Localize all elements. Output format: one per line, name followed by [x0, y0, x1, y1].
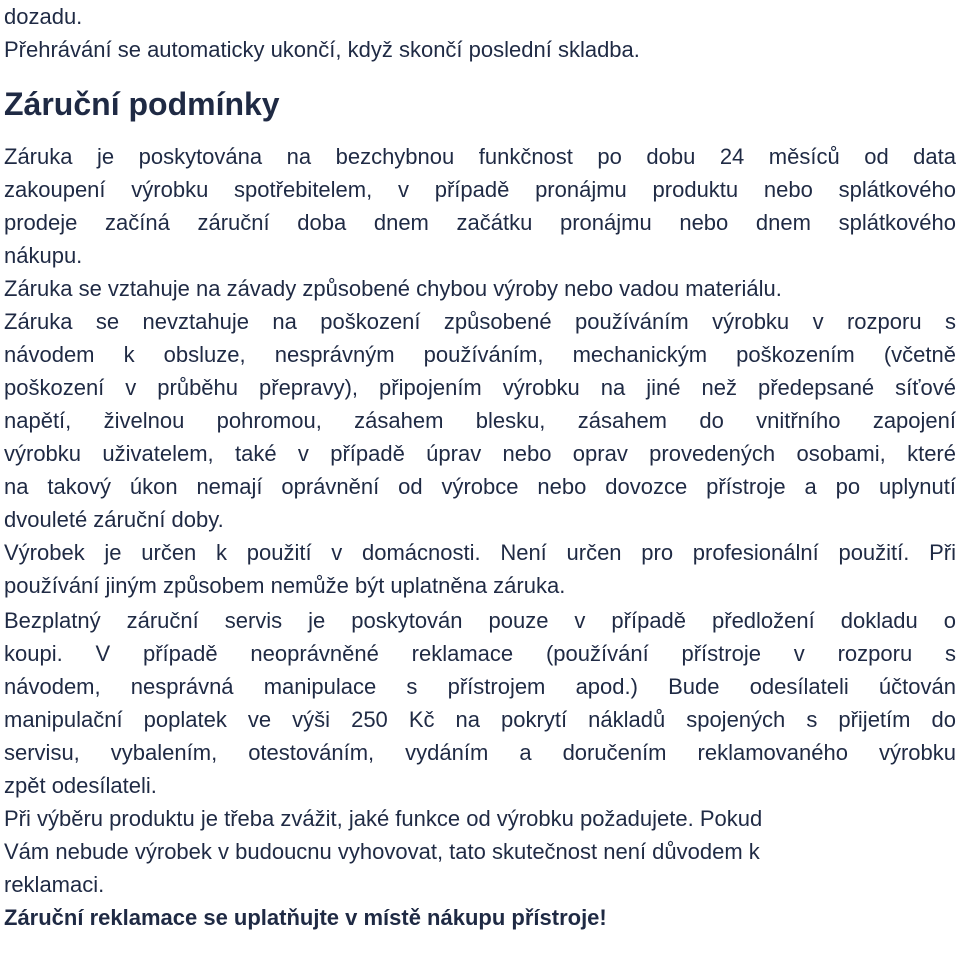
text-line: Záruka se nevztahuje na poškození způsobené používáním výrobku v rozporu s	[4, 309, 956, 334]
paragraph-warranty-period	[4, 140, 956, 272]
paragraph-product-selection	[4, 802, 956, 901]
intro-line-1: dozadu.	[4, 4, 83, 29]
text-line: poškození v průběhu přepravy), připojením výrobku na jiné než předepsané síťové	[4, 375, 956, 400]
text-line: zakoupení výrobku spotřebitelem, v případě pronájmu produktu nebo splátkového	[4, 177, 956, 202]
text-line: Vám nebude výrobek v budoucnu vyhovovat, tato skutečnost není důvodem k	[4, 839, 760, 864]
text-line: Záruka je poskytována na bezchybnou funkčnost po dobu 24 měsíců od data	[4, 144, 956, 169]
text-line: na takový úkon nemají oprávnění od výrobce nebo dovozce přístroje a po uplynutí	[4, 474, 956, 499]
text-line: nákupu.	[4, 243, 83, 268]
paragraph-warranty-exclusions	[4, 305, 956, 536]
section-heading: Záruční podmínky	[4, 86, 280, 122]
text-line: návodem k obsluze, nesprávným používáním, mechanickým poškozením (včetně	[4, 342, 956, 367]
text-line: dvouleté záruční doby.	[4, 507, 224, 532]
paragraph-warranty-scope	[4, 272, 956, 305]
text-line: manipulační poplatek ve výši 250 Kč na pokrytí nákladů spojených s přijetím do	[4, 707, 956, 732]
text-line: Záruka se vztahuje na závady způsobené chybou výroby nebo vadou materiálu.	[4, 276, 782, 301]
text-line: Při výběru produktu je třeba zvážit, jaké funkce od výrobku požadujete. Pokud	[4, 806, 763, 831]
text-line: Bezplatný záruční servis je poskytován pouze v případě předložení dokladu o	[4, 608, 956, 633]
intro-line-2: Přehrávání se automaticky ukončí, když skončí poslední skladba.	[4, 37, 640, 62]
text-line: používání jiným způsobem nemůže být uplatněna záruka.	[4, 573, 566, 598]
text-line: reklamaci.	[4, 872, 105, 897]
text-line: koupi. V případě neoprávněné reklamace (používání přístroje v rozporu s	[4, 641, 956, 666]
document-page	[4, 0, 956, 934]
text-line: výrobku uživatelem, také v případě úprav nebo oprav provedených osobami, které	[4, 441, 956, 466]
closing-note: Záruční reklamace se uplatňujte v místě nákupu přístroje!	[4, 905, 607, 930]
text-line: napětí, živelnou pohromou, zásahem blesku, zásahem do vnitřního zapojení	[4, 408, 956, 433]
text-line: prodeje začíná záruční doba dnem začátku pronájmu nebo dnem splátkového	[4, 210, 956, 235]
paragraph-free-service	[4, 604, 956, 802]
text-line: zpět odesílateli.	[4, 773, 157, 798]
text-line: Výrobek je určen k použití v domácnosti. Není určen pro profesionální použití. Při	[4, 540, 956, 565]
text-line: návodem, nesprávná manipulace s přístrojem apod.) Bude odesílateli účtován	[4, 674, 956, 699]
paragraph-household-use	[4, 536, 956, 602]
text-line: servisu, vybalením, otestováním, vydáním a doručením reklamovaného výrobku	[4, 740, 956, 765]
